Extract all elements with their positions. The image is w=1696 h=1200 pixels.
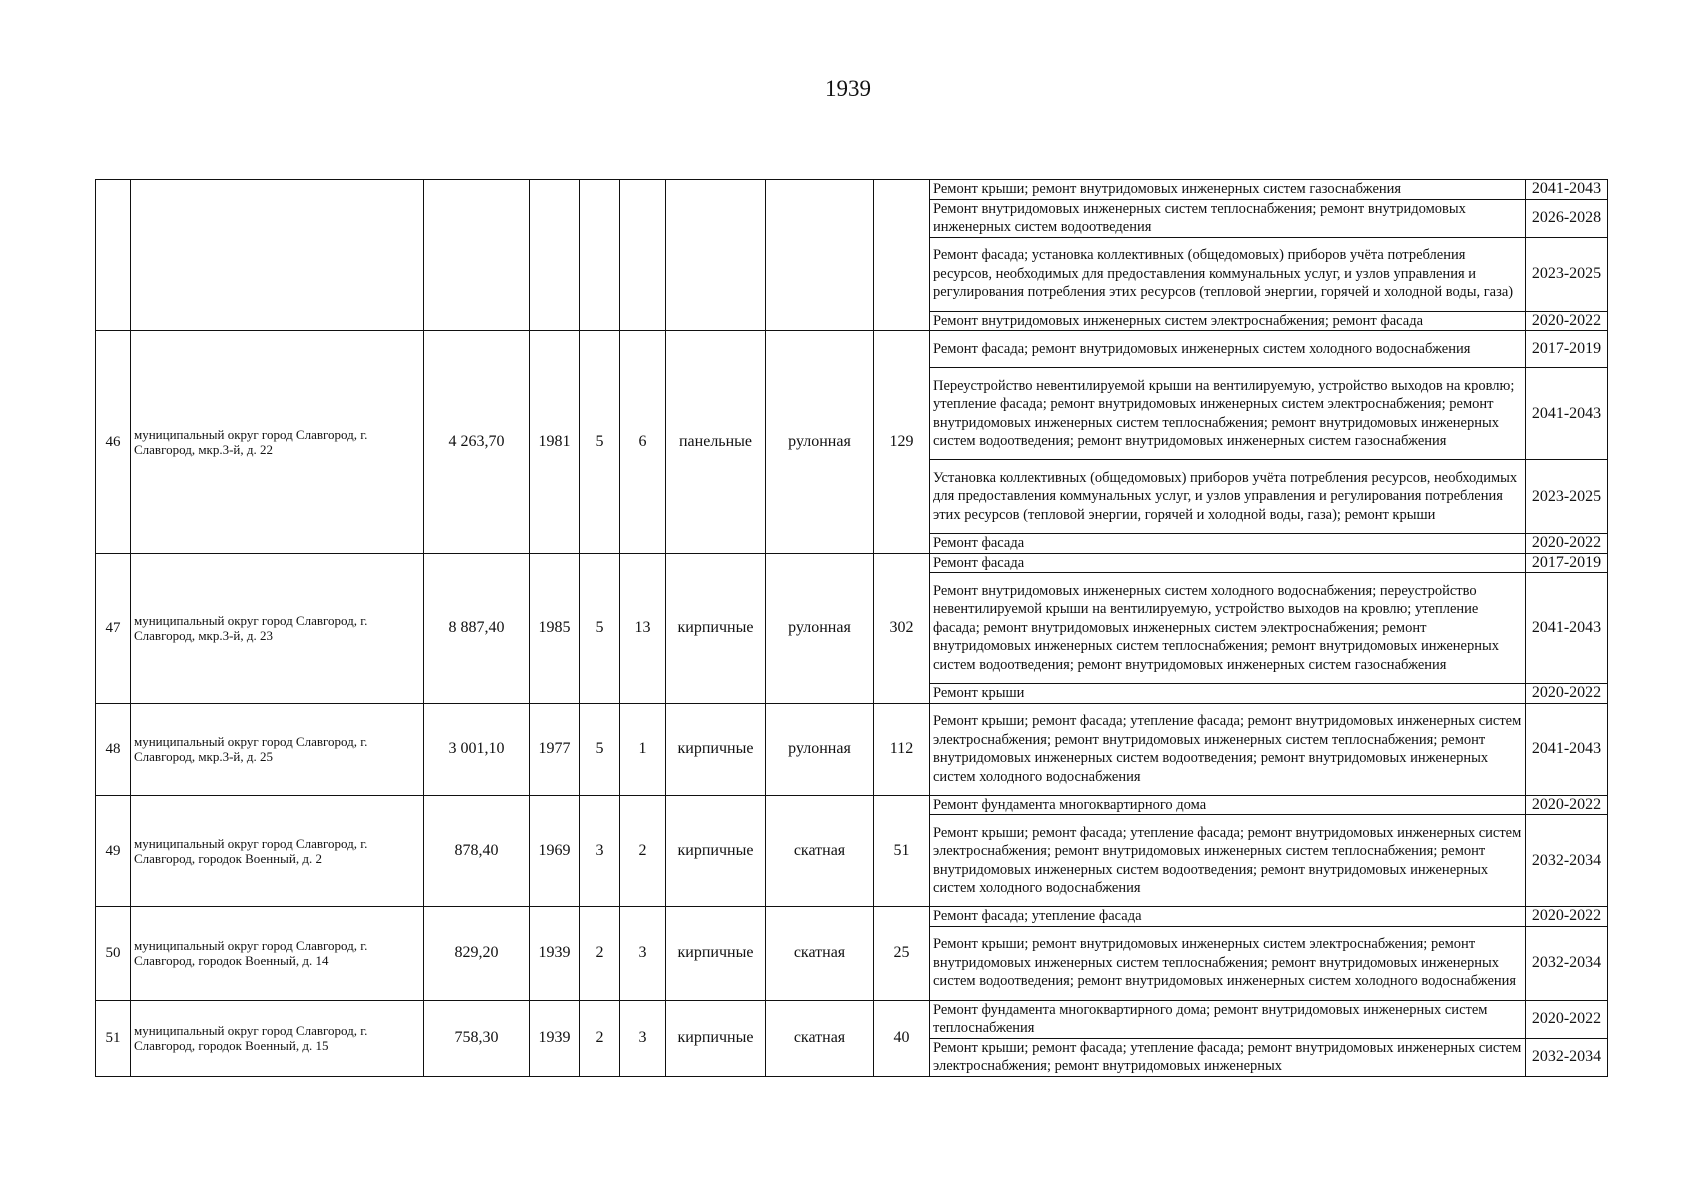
row-number: 47 [96,553,131,703]
table-row [96,553,1608,573]
page-number: 1939 [825,76,871,101]
building-area: 878,40 [424,795,530,907]
work-description: Ремонт внутридомовых инженерных систем электроснабжения; ремонт фасада [930,311,1526,331]
wall-material: кирпичные [666,907,766,1001]
table-row [96,795,1608,815]
building-area: 4 263,70 [424,331,530,554]
work-description: Ремонт фасада; ремонт внутридомовых инженерных систем холодного водоснабжения [930,331,1526,368]
work-period: 2020-2022 [1526,534,1608,554]
table-row [96,703,1608,795]
residents-count: 302 [874,553,930,703]
wall-material: панельные [666,331,766,554]
entrances-cell [620,180,666,331]
entrances-count: 6 [620,331,666,554]
work-period: 2032-2034 [1526,1038,1608,1076]
roof-cell [766,180,874,331]
work-description: Ремонт фасада [930,534,1526,554]
build-year: 1977 [530,703,580,795]
build-year: 1939 [530,1000,580,1076]
work-period: 2041-2043 [1526,180,1608,200]
work-period: 2032-2034 [1526,926,1608,1000]
work-period: 2023-2025 [1526,460,1608,534]
work-period: 2020-2022 [1526,1000,1608,1038]
building-area: 758,30 [424,1000,530,1076]
build-year: 1969 [530,795,580,907]
area-cell [424,180,530,331]
work-description: Ремонт крыши; ремонт внутридомовых инженерных систем электроснабжения; ремонт внутридомовых инженерных систем теплоснабжения; ремонт внутридомовых инженерных систем водоотведения; ремонт внутридомовых инженерных систем холодного водоснабжения [930,926,1526,1000]
work-description: Ремонт внутридомовых инженерных систем теплоснабжения; ремонт внутридомовых инженерных систем водоотведения [930,199,1526,237]
row-number: 49 [96,795,131,907]
work-description: Ремонт крыши [930,684,1526,704]
building-area: 8 887,40 [424,553,530,703]
entrances-count: 3 [620,907,666,1001]
work-description: Ремонт внутридомовых инженерных систем холодного водоснабжения; переустройство невентилируемой крыши на вентилируемую, устройство выходов на кровлю; утепление фасада; ремонт внутридомовых инженерных систем электроснабжения; ремонт внутридомовых инженерных систем теплоснабжения; ремонт внутридомовых инженерных систем водоотведения; ремонт внутридомовых инженерных систем газоснабжения [930,573,1526,684]
building-address: муниципальный округ город Славгород, г. Славгород, городок Военный, д. 14 [131,907,424,1001]
building-address: муниципальный округ город Славгород, г. Славгород, мкр.3-й, д. 23 [131,553,424,703]
num-cell [96,180,131,331]
floors-count: 2 [580,907,620,1001]
work-description: Ремонт фасада; установка коллективных (общедомовых) приборов учёта потребления ресурсов, необходимых для предоставления коммунальных услуг, и узлов управления и регулирования потребления этих ресурсов (тепловой энергии, горячей и холодной воды, газа) [930,237,1526,311]
table-row [96,907,1608,927]
work-period: 2026-2028 [1526,199,1608,237]
wall-material: кирпичные [666,703,766,795]
floors-count: 5 [580,703,620,795]
floors-count: 3 [580,795,620,907]
roof-type: скатная [766,1000,874,1076]
capital-repair-table [95,179,1608,1077]
table-row [96,180,1608,200]
floors-count: 5 [580,331,620,554]
entrances-count: 3 [620,1000,666,1076]
work-description: Установка коллективных (общедомовых) приборов учёта потребления ресурсов, необходимых для предоставления коммунальных услуг, и узлов управления и регулирования потребления этих ресурсов (тепловой энергии, горячей и холодной воды, газа); ремонт крыши [930,460,1526,534]
work-description: Ремонт крыши; ремонт фасада; утепление фасада; ремонт внутридомовых инженерных систем электроснабжения; ремонт внутридомовых инженерных систем теплоснабжения; ремонт внутридомовых инженерных систем водоотведения; ремонт внутридомовых инженерных систем холодного водоснабжения [930,703,1526,795]
wall-material: кирпичные [666,553,766,703]
row-number: 50 [96,907,131,1001]
entrances-count: 13 [620,553,666,703]
work-period: 2020-2022 [1526,311,1608,331]
work-description: Ремонт фундамента многоквартирного дома; ремонт внутридомовых инженерных систем теплоснабжения [930,1000,1526,1038]
building-area: 829,20 [424,907,530,1001]
year-cell [530,180,580,331]
floors-count: 5 [580,553,620,703]
work-period: 2041-2043 [1526,703,1608,795]
building-address: муниципальный округ город Славгород, г. Славгород, городок Военный, д. 15 [131,1000,424,1076]
work-description: Ремонт фасада [930,553,1526,573]
work-description: Ремонт крыши; ремонт фасада; утепление фасада; ремонт внутридомовых инженерных систем электроснабжения; ремонт внутридомовых инженерных систем теплоснабжения; ремонт внутридомовых инженерных систем водоотведения; ремонт внутридомовых инженерных систем холодного водоснабжения [930,815,1526,907]
work-description: Ремонт фасада; утепление фасада [930,907,1526,927]
walls-cell [666,180,766,331]
building-address: муниципальный округ город Славгород, г. Славгород, мкр.3-й, д. 22 [131,331,424,554]
roof-type: рулонная [766,553,874,703]
table-row [96,1000,1608,1038]
entrances-count: 1 [620,703,666,795]
floors-count: 2 [580,1000,620,1076]
work-period: 2020-2022 [1526,907,1608,927]
residents-count: 51 [874,795,930,907]
roof-type: рулонная [766,703,874,795]
work-period: 2023-2025 [1526,237,1608,311]
work-period: 2020-2022 [1526,795,1608,815]
wall-material: кирпичные [666,1000,766,1076]
work-period: 2041-2043 [1526,573,1608,684]
work-period: 2017-2019 [1526,331,1608,368]
build-year: 1985 [530,553,580,703]
residents-count: 25 [874,907,930,1001]
building-address: муниципальный округ город Славгород, г. Славгород, мкр.3-й, д. 25 [131,703,424,795]
work-period: 2032-2034 [1526,815,1608,907]
build-year: 1981 [530,331,580,554]
entrances-count: 2 [620,795,666,907]
row-number: 51 [96,1000,131,1076]
work-period: 2017-2019 [1526,553,1608,573]
row-number: 46 [96,331,131,554]
building-address: муниципальный округ город Славгород, г. Славгород, городок Военный, д. 2 [131,795,424,907]
work-description: Ремонт крыши; ремонт фасада; утепление фасада; ремонт внутридомовых инженерных систем электроснабжения; ремонт внутридомовых инженерных [930,1038,1526,1076]
roof-type: скатная [766,795,874,907]
wall-material: кирпичные [666,795,766,907]
roof-type: скатная [766,907,874,1001]
residents-count: 40 [874,1000,930,1076]
row-number: 48 [96,703,131,795]
residents-cell [874,180,930,331]
work-period: 2020-2022 [1526,684,1608,704]
build-year: 1939 [530,907,580,1001]
floors-cell [580,180,620,331]
work-description: Ремонт фундамента многоквартирного дома [930,795,1526,815]
residents-count: 112 [874,703,930,795]
work-description: Переустройство невентилируемой крыши на вентилируемую, устройство выходов на кровлю; утепление фасада; ремонт внутридомовых инженерных систем электроснабжения; ремонт внутридомовых инженерных систем теплоснабжения; ремонт внутридомовых инженерных систем водоотведения; ремонт внутридомовых инженерных систем газоснабжения [930,368,1526,460]
residents-count: 129 [874,331,930,554]
work-period: 2041-2043 [1526,368,1608,460]
building-area: 3 001,10 [424,703,530,795]
roof-type: рулонная [766,331,874,554]
table-row [96,331,1608,368]
address-cell [131,180,424,331]
work-description: Ремонт крыши; ремонт внутридомовых инженерных систем газоснабжения [930,180,1526,200]
